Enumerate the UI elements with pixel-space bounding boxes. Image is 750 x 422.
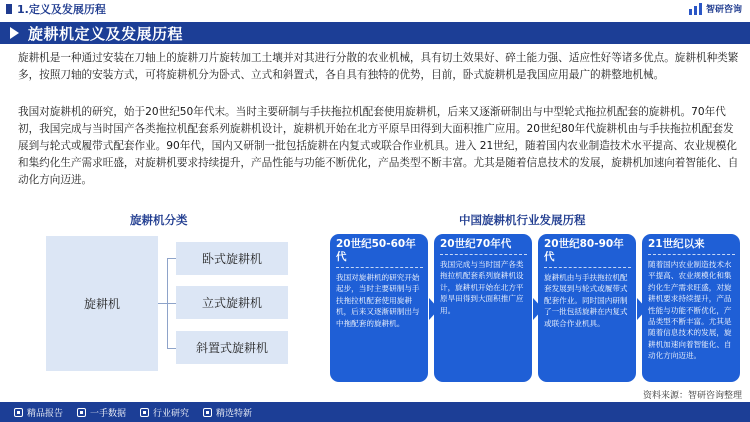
section-label: 1.定义及发展历程 <box>17 3 106 16</box>
stage-description: 随着国内农业制造技术水平提高、农业规模化和集约化生产需求旺盛，对旋耕机要求持续提升，产品性能与功能不断优化，产品类型不断丰富。尤其是随着信息技术的发展，旋耕机加速向着智能化、自动化方向迈进。 <box>648 260 732 361</box>
connector-line <box>167 303 176 304</box>
brand-logo <box>689 2 742 15</box>
title-band <box>0 22 750 44</box>
timeline-card <box>642 234 740 382</box>
type-vertical-rotary: 立式旋耕机 <box>176 286 288 319</box>
stage-era: 20世纪50-60年代 <box>336 238 423 268</box>
history-paragraph: 我国对旋耕机的研究，始于20世纪50年代末。当时主要研制与手扶拖拉机配套使用旋耕机，后来又逐渐研制出与中型轮式拖拉机配套的旋耕机。70年代初，我国完成与当时国产各类拖拉机配套系列旋耕机设计，旋耕机开始在北方平原旱田得到大面积推广应用。20世纪80年代旋耕机由与手扶拖拉机配套发展到与轮式或履带式配套作业。90年代，国内又研制一批包括旋耕在内复式或联合作业机具。进入 21世纪，随着国内农业制造技术水平提高、农业规模化和集约化生产需求旺盛，对旋耕机要求持续提升，产品性能与功能不断优化，产品类型不断丰富。尤其是随着信息技术的发展，旋耕机加速向着智能化、自动化方向迈进。 <box>18 106 739 186</box>
star-icon <box>203 408 212 417</box>
stage-description: 我国完成与当时国产各类拖拉机配套系列旋耕机设计，旋耕机开始在北方平原旱田得到大面积推广应用。 <box>440 260 524 315</box>
source-note: 资料来源：智研咨询整理 <box>642 391 742 401</box>
type-horizontal-rotary: 卧式旋耕机 <box>176 242 288 275</box>
stage-description: 旋耕机由与手扶拖拉机配套发展到与轮式或履带式配套作业。同时国内研制了一批包括旋耕在内复式或联合作业机具。 <box>544 273 628 328</box>
footer-bar <box>0 402 750 422</box>
timeline-card <box>434 234 532 382</box>
stage-description: 我国对旋耕机的研究开始起步，当时主要研制与手扶拖拉机配套使用旋耕机，后来又逐渐研制出与中拖配套的旋耕机。 <box>336 273 420 328</box>
research-icon <box>140 408 149 417</box>
definition-paragraph: 旋耕机是一种通过安装在刀轴上的旋耕刀片旋转加工土壤并对其进行分散的农业机械，具有切土效果好、碎土能力强、适应性好等诸多优点。旋耕机种类繁多，按照刀轴的安装方式，可将旋耕机分为卧式、立式和斜置式，各自具有独特的优势，目前，卧式旋耕机是我国应用最广的耕整地机械。 <box>18 52 739 81</box>
connector-line <box>167 348 176 349</box>
classification-root: 旋耕机 <box>46 236 158 371</box>
logo-icon <box>689 3 703 15</box>
history-heading: 中国旋耕机行业发展历程 <box>459 213 586 227</box>
stage-era: 21世纪以来 <box>648 238 735 255</box>
classification-heading: 旋耕机分类 <box>130 213 188 227</box>
footer-item: 精选特新 <box>203 406 252 419</box>
section-marker <box>6 4 12 14</box>
report-icon <box>14 408 23 417</box>
stage-era: 20世纪80-90年代 <box>544 238 631 268</box>
page-title: 旋耕机定义及发展历程 <box>28 24 184 43</box>
play-arrow-icon <box>10 26 24 40</box>
type-inclined-rotary: 斜置式旋耕机 <box>176 331 288 364</box>
top-bar <box>0 0 750 18</box>
stage-era: 20世纪70年代 <box>440 238 527 255</box>
logo-text: 智研咨询 <box>705 5 742 15</box>
connector-line <box>158 303 167 304</box>
footer-item: 行业研究 <box>140 406 189 419</box>
footer-item: 精品报告 <box>14 406 63 419</box>
connector-line <box>167 258 176 259</box>
footer-item: 一手数据 <box>77 406 126 419</box>
timeline-card <box>330 234 428 382</box>
timeline-card <box>538 234 636 382</box>
data-icon <box>77 408 86 417</box>
